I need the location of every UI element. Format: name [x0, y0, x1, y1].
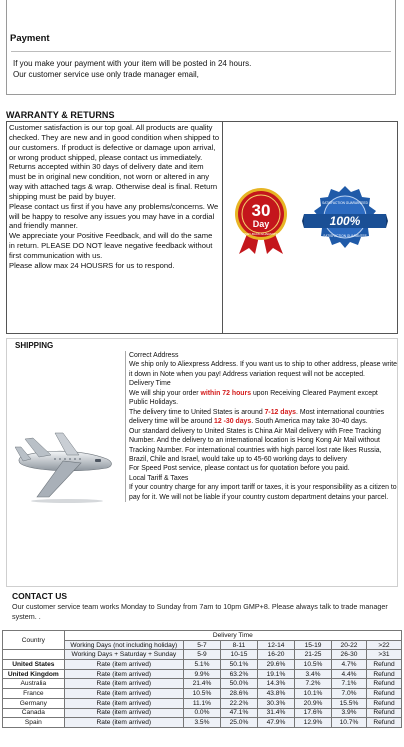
rate-value: 43.8% [257, 689, 294, 699]
thirty-day-money-back-badge-icon [233, 184, 289, 256]
badge100-top-text: SATISFACTION GUARANTEED [322, 201, 368, 205]
country-header: Country [3, 631, 65, 650]
rate-value: Refund [366, 718, 401, 728]
rate-value: 10.7% [332, 718, 367, 728]
rate-value: 7.0% [332, 689, 367, 699]
rate-label: Rate (item arrived) [64, 689, 183, 699]
delivery-duration-part-e: . South America may take 30-40 days. [251, 418, 368, 426]
country-name: Canada [3, 708, 65, 718]
rate-value: 3.5% [183, 718, 220, 728]
rate-label: Rate (item arrived) [64, 679, 183, 689]
rate-value: 14.3% [257, 679, 294, 689]
delivery-duration-part-c: The delivery time to United States is around [129, 408, 265, 416]
rate-value: 29.6% [257, 660, 294, 670]
rate-value: Refund [366, 708, 401, 718]
rate-value: 47.9% [257, 718, 294, 728]
rate-label: Rate (item arrived) [64, 718, 183, 728]
rate-value: 4.4% [332, 669, 367, 679]
badge30-ribbon: MONEY-BACK-GUARANTEED [240, 232, 282, 236]
rate-value: 50.0% [220, 679, 257, 689]
correct-address-text: We ship only to Aliexpress Address. If you want us to ship to other address, please write it down in Note when you pay! Address variation request will not be accepted. [129, 361, 397, 378]
rate-value: 11.1% [183, 698, 220, 708]
rate-label: Rate (item arrived) [64, 698, 183, 708]
delivery-duration-text [129, 408, 397, 427]
warranty-title: WARRANTY & RETURNS [6, 110, 115, 120]
rate-value: 15.5% [332, 698, 367, 708]
table-row [3, 689, 402, 699]
badge100-bottom-text: SATISFACTION GUARANTEE [323, 234, 367, 238]
rate-value: 31.4% [257, 708, 294, 718]
rate-value: 50.1% [220, 660, 257, 670]
correct-address-heading: Correct Address [129, 352, 179, 359]
badge30-number: 30 [251, 201, 271, 220]
range-calendar-days: 26-30 [332, 650, 367, 660]
rate-value: Refund [366, 669, 401, 679]
badge30-word: Day [252, 219, 270, 229]
delivery-duration-part-d: . Most international countries delivery time will be around [129, 408, 385, 426]
warranty-paragraph-1: Customer satisfaction is our top goal. All products are quality checked. They are new and in good condition when shipped to our customers. If product is defective or damage upon arrival, or wrong product shipped, please contact us immediately. Returns accepted within 30 days of delivery date and item must be in original new condition, not worn or altered in any way with attached tags & wrap. Otherwise deal is final. Return shipping must be paid by buyer. [9, 123, 220, 201]
contact-title: CONTACT US [12, 591, 68, 601]
within-72-hours-highlight: within 72 hours [200, 389, 252, 397]
rate-value: 10.5% [295, 660, 332, 670]
table-row [3, 660, 402, 670]
range-calendar-days: 5-9 [183, 650, 220, 660]
rate-value: 10.5% [183, 689, 220, 699]
delivery-time-text [129, 389, 397, 408]
country-name: United States [3, 660, 65, 670]
rate-value: 25.0% [220, 718, 257, 728]
us-days-highlight: 7-12 days [264, 408, 297, 416]
blank-cell [3, 650, 65, 660]
rate-value: Refund [366, 689, 401, 699]
rate-value: 3.9% [332, 708, 367, 718]
rate-value: 7.1% [332, 679, 367, 689]
contact-text: Our customer service team works Monday to Sunday from 7am to 10pm GMP+8. Please always talk to trade manager system. . [12, 602, 388, 621]
tariff-text: If your country charge for any import tariff or taxes, it is your responsibility as a citizen to pay for it. We will not be liable if your country custom department detains your parcel. [129, 484, 397, 501]
working-days-weekend-label: Working Days + Saturday + Sunday [64, 650, 183, 660]
rate-value: 0.0% [183, 708, 220, 718]
warranty-section [6, 121, 398, 334]
rate-value: 10.1% [295, 689, 332, 699]
rate-value: 3.4% [295, 669, 332, 679]
range-working-days: 5-7 [183, 640, 220, 650]
rate-value: 63.2% [220, 669, 257, 679]
rate-value: 7.2% [295, 679, 332, 689]
country-name: France [3, 689, 65, 699]
shipping-title: SHIPPING [15, 341, 54, 350]
range-working-days: 12-14 [257, 640, 294, 650]
delivery-time-part-b: upon Receiving Cleared Payment except Public Holidays. [129, 389, 378, 407]
rate-value: 28.6% [220, 689, 257, 699]
working-days-weekend-row [3, 650, 402, 660]
table-row [3, 669, 402, 679]
range-calendar-days: 10-15 [220, 650, 257, 660]
delivery-time-table [2, 630, 402, 728]
rate-label: Rate (item arrived) [64, 660, 183, 670]
rate-value: 21.4% [183, 679, 220, 689]
rate-label: Rate (item arrived) [64, 669, 183, 679]
warranty-paragraph-2: Please contact us first if you have any problems/concerns. We will be happy to resolve any issues you may have in a cordial and friendly manner. [9, 201, 219, 231]
table-row [3, 708, 402, 718]
rate-value: 22.2% [220, 698, 257, 708]
rate-value: 47.1% [220, 708, 257, 718]
country-name: Germany [3, 698, 65, 708]
rate-value: 9.9% [183, 669, 220, 679]
rate-value: 30.3% [257, 698, 294, 708]
rate-value: 17.6% [295, 708, 332, 718]
table-row [3, 718, 402, 728]
rate-value: 20.9% [295, 698, 332, 708]
payment-title: Payment [10, 33, 50, 44]
range-working-days: >22 [366, 640, 401, 650]
rate-value: 5.1% [183, 660, 220, 670]
range-working-days: 20-22 [332, 640, 367, 650]
badge100-number: 100% [329, 214, 361, 228]
delivery-table-body [3, 660, 402, 728]
shipping-section [6, 338, 398, 587]
payment-line-2: Our customer service use only trade manager email, [13, 70, 199, 79]
country-name: Spain [3, 718, 65, 728]
range-calendar-days: >31 [366, 650, 401, 660]
range-working-days: 15-19 [295, 640, 332, 650]
warranty-text [7, 122, 223, 333]
airplane-icon [15, 417, 119, 503]
delivery-time-heading: Delivery Time [129, 380, 171, 388]
tariff-heading: Local Tariff & Taxes [129, 474, 189, 482]
rate-value: Refund [366, 698, 401, 708]
warranty-paragraph-4: Please allow max 24 HOUSRS for us to respond. [9, 260, 175, 270]
range-calendar-days: 21-25 [295, 650, 332, 660]
delivery-time-header: Delivery Time [64, 631, 401, 641]
intl-days-highlight: 12 -30 days [214, 418, 252, 426]
country-name: Australia [3, 679, 65, 689]
payment-line-1: If you make your payment with your item will be posted in 24 hours. [13, 59, 252, 68]
rate-value: 4.7% [332, 660, 367, 670]
warranty-paragraph-3: We appreciate your Positive Feedback, and will do the same in return. PLEASE DO NOT leave negative feedback without first communication with us. [9, 231, 213, 260]
range-calendar-days: 16-20 [257, 650, 294, 660]
range-working-days: 8-11 [220, 640, 257, 650]
table-row [3, 679, 402, 689]
payment-section [6, 0, 396, 95]
payment-text [13, 58, 251, 80]
table-row [3, 698, 402, 708]
rate-label: Rate (item arrived) [64, 708, 183, 718]
standard-delivery-text: Our standard delivery to United States is China Air Mail delivery with Free Tracking Number. And the delivery to an international location is Hong Kong Air Mail without Tracking Number. For international countries with high parcel lost rate likes Russia, Brazil, Chile and Israel, would take up to 45-60 working days to delivery [129, 427, 382, 463]
rate-value: Refund [366, 660, 401, 670]
working-days-label: Working Days (not including holiday) [64, 640, 183, 650]
country-name: United Kingdom [3, 669, 65, 679]
shipping-text [125, 351, 397, 502]
rate-value: 19.1% [257, 669, 294, 679]
rate-value: Refund [366, 679, 401, 689]
payment-divider [11, 51, 391, 52]
delivery-time-part-a: We will ship your order [129, 389, 201, 397]
rate-value: 12.9% [295, 718, 332, 728]
satisfaction-guaranteed-badge-icon [302, 184, 388, 254]
speed-post-text: For Speed Post service, please contact us for quotation before you paid. [129, 465, 350, 473]
